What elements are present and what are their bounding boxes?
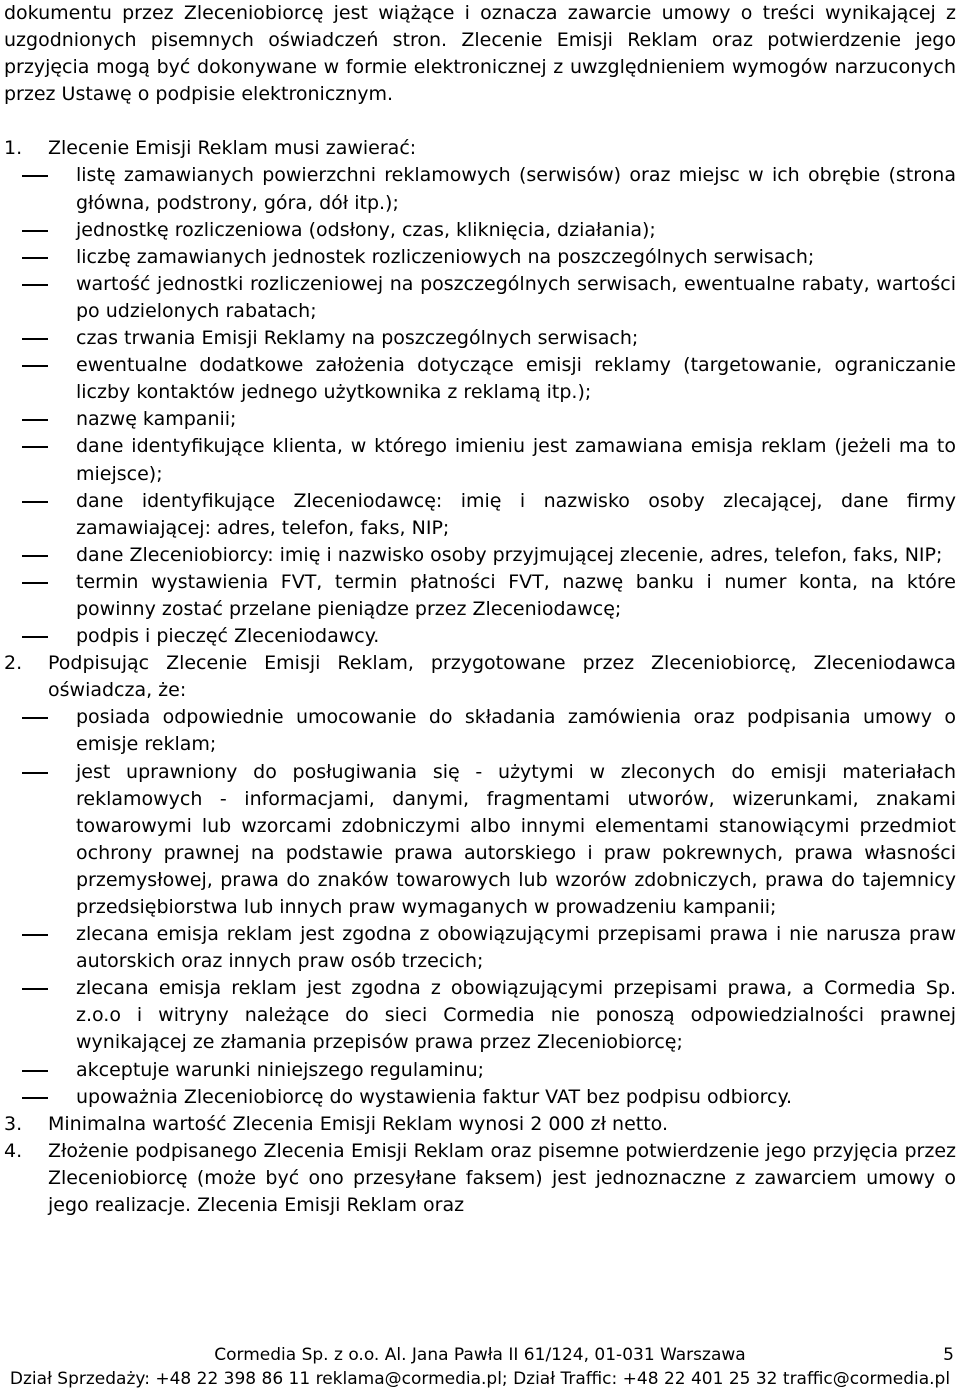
list-item-text: czas trwania Emisji Reklamy na poszczególnych serwisach;: [76, 327, 639, 350]
list-item-text: termin wystawienia FVT, termin płatności FVT, nazwę banku i numer konta, na które powinny zostać przelane pieniądze przez Zleceniodawcę;: [76, 570, 956, 620]
dash-bullet: [22, 230, 48, 232]
dash-bullet: [22, 175, 48, 177]
section-number: 4.: [4, 1139, 23, 1162]
list-item-text: podpis i pieczęć Zleceniodawcy.: [76, 625, 380, 648]
section-text: Złożenie podpisanego Zlecenia Emisji Reklam oraz pisemne potwierdzenie jego przyjęcia przez Zleceniobiorcę (może być ono przesyłane faksem) jest jednoznaczne z zawarciem umowy o jego realizacje. Zlecenia Emisji Reklam oraz: [48, 1139, 956, 1217]
dash-bullet: [22, 365, 48, 367]
list-item: [4, 1057, 956, 1084]
dash-bullet: [22, 446, 48, 448]
paragraph-gap: [4, 108, 956, 135]
list-item-text: listę zamawianych powierzchni reklamowych (serwisów) oraz miejsc w ich obrębie (strona główna, podstrony, góra, dół itp.);: [76, 164, 956, 214]
list-item-text: ewentualne dodatkowe założenia dotyczące emisji reklamy (targetowanie, ograniczanie liczby kontaktów jednego użytkownika z reklamą itp.);: [76, 354, 956, 404]
dash-bullet: [22, 338, 48, 340]
list-item-text: jednostkę rozliczeniowa (odsłony, czas, kliknięcia, działania);: [76, 218, 656, 241]
list-item: [4, 1084, 956, 1111]
document-page: [4, 0, 956, 1219]
list-item: [4, 271, 956, 325]
page-number: 5: [943, 1345, 954, 1365]
list-item: [4, 488, 956, 542]
section-text: Minimalna wartość Zlecenia Emisji Reklam wynosi 2 000 zł netto.: [48, 1112, 668, 1135]
section-1: [4, 135, 956, 162]
dash-bullet: [22, 257, 48, 259]
dash-bullet: [22, 582, 48, 584]
list-item-text: dane identyfikujące Zleceniodawcę: imię i nazwisko osoby zlecającej, dane firmy zamawiającej: adres, telefon, faks, NIP;: [76, 489, 956, 539]
section-number: 2.: [4, 652, 23, 675]
dash-bullet: [22, 419, 48, 421]
list-item-text: dane Zleceniobiorcy: imię i nazwisko osoby przyjmującej zlecenie, adres, telefon, faks, NIP;: [76, 543, 943, 566]
list-item: [4, 433, 956, 487]
list-item-text: upoważnia Zleceniobiorcę do wystawienia faktur VAT bez podpisu odbiorcy.: [76, 1085, 793, 1108]
list-item: [4, 217, 956, 244]
dash-bullet: [22, 284, 48, 286]
dash-bullet: [22, 934, 48, 936]
dash-bullet: [22, 988, 48, 990]
list-item: [4, 325, 956, 352]
section-text: Podpisując Zlecenie Emisji Reklam, przygotowane przez Zleceniobiorcę, Zleceniodawca oświadcza, że:: [48, 652, 956, 702]
list-item-text: wartość jednostki rozliczeniowej na poszczególnych serwisach, ewentualne rabaty, wartości po udzielonych rabatach;: [76, 272, 956, 322]
list-item: [4, 921, 956, 975]
dash-bullet: [22, 1070, 48, 1072]
intro-paragraph: dokumentu przez Zleceniobiorcę jest wiążące i oznacza zawarcie umowy o treści wynikającej z uzgodnionych pisemnych oświadczeń stron. Zlecenie Emisji Reklam oraz potwierdzenie jego przyjęcia mogą być dokonywane w formie elektronicznej z uwzględnieniem wymogów narzuconych przez Ustawę o podpisie elektronicznym.: [4, 2, 956, 106]
list-item-text: liczbę zamawianych jednostek rozliczeniowych na poszczególnych serwisach;: [76, 245, 815, 268]
footer-contact: Dział Sprzedaży: +48 22 398 86 11 reklama@cormedia.pl; Dział Traffic: +48 22 401 25 32 traffic@cormedia.pl: [9, 1369, 951, 1389]
list-item-text: zlecana emisja reklam jest zgodna z obowiązującymi przepisami prawa i nie narusza praw autorskich oraz innych praw osób trzecich;: [76, 923, 956, 973]
list-item: [4, 759, 956, 922]
page-footer: [0, 1343, 960, 1391]
list-item: [4, 406, 956, 433]
section-2: [4, 650, 956, 704]
list-item: [4, 162, 956, 216]
dash-bullet: [22, 717, 48, 719]
section-number: 3.: [4, 1112, 23, 1135]
list-item: [4, 704, 956, 758]
list-item: [4, 975, 956, 1056]
list-item: [4, 569, 956, 623]
footer-address: Cormedia Sp. z o.o. Al. Jana Pawła II 61/124, 01-031 Warszawa: [214, 1345, 746, 1365]
dash-bullet: [22, 555, 48, 557]
dash-bullet: [22, 772, 48, 774]
section-4: [4, 1138, 956, 1219]
dash-bullet: [22, 1097, 48, 1099]
list-item: [4, 623, 956, 650]
list-item-text: nazwę kampanii;: [76, 408, 237, 431]
list-item-text: posiada odpowiednie umocowanie do składania zamówienia oraz podpisania umowy o emisje reklam;: [76, 706, 956, 756]
list-item: [4, 542, 956, 569]
section-3: [4, 1111, 956, 1138]
list-item: [4, 244, 956, 271]
section-text: Zlecenie Emisji Reklam musi zawierać:: [48, 137, 417, 160]
list-item-text: zlecana emisja reklam jest zgodna z obowiązującymi przepisami prawa, a Cormedia Sp. z.o.o i witryny należące do sieci Cormedia nie ponoszą odpowiedzialności prawnej wynikającej ze złamania przepisów prawa przez Zleceniobiorcę;: [76, 977, 956, 1054]
list-item-text: akceptuje warunki niniejszego regulaminu;: [76, 1058, 485, 1081]
dash-bullet: [22, 501, 48, 503]
list-item-text: jest uprawniony do posługiwania się - użytymi w zleconych do emisji materiałach reklamowych - informacjami, danymi, fragmentami utworów, wizerunkami, znakami towarowymi lub wzorcami zdobniczymi albo innymi elementami stanowiącymi przedmiot ochrony prawnej na podstawie prawa autorskiego i praw pokrewnych, prawa własności przemysłowej, prawa do znaków towarowych lub wzorów zdobniczych, prawa do tajemnicy przedsiębiorstwa lub innych praw wymaganych w prowadzeniu kampanii;: [76, 760, 956, 918]
dash-bullet: [22, 636, 48, 638]
section-number: 1.: [4, 137, 23, 160]
list-item-text: dane identyfikujące klienta, w którego imieniu jest zamawiana emisja reklam (jeżeli ma to miejsce);: [76, 435, 956, 485]
list-item: [4, 352, 956, 406]
